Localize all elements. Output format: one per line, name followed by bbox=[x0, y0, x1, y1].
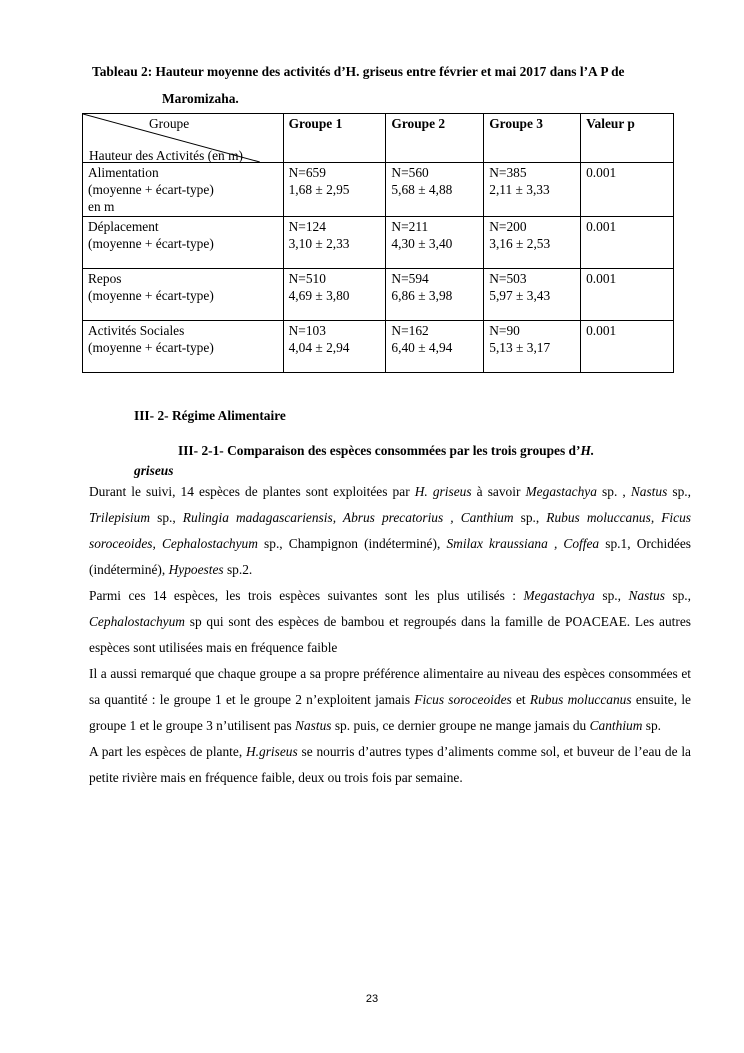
row-label: Activités Sociales bbox=[88, 323, 185, 338]
row-label-cell bbox=[83, 269, 284, 321]
row-label: Alimentation bbox=[88, 165, 159, 180]
subheading-species: H. bbox=[580, 443, 595, 458]
n-value: N=211 bbox=[391, 219, 429, 234]
cell-group-3 bbox=[484, 269, 581, 321]
cell-group-2 bbox=[386, 163, 484, 217]
row-sublabel: (moyenne + écart-type) bbox=[88, 340, 214, 355]
mean-sd: 1,68 ± 2,95 bbox=[288, 182, 350, 197]
body-text bbox=[89, 479, 691, 791]
col-header-group-1: Groupe 1 bbox=[283, 114, 386, 163]
mean-sd: 3,16 ± 2,53 bbox=[489, 236, 551, 251]
row-sublabel: (moyenne + écart-type) bbox=[88, 182, 214, 197]
page-number: 23 bbox=[365, 993, 379, 1005]
cell-group-3 bbox=[484, 321, 581, 373]
paragraph-species-list: Durant le suivi, 14 espèces de plantes sont exploitées par H. griseus à savoir Megastachya sp. , Nastus sp., Trilepisium sp., Rulingia madagascariensis, Abrus precatorius , Canthium sp., Rubus moluccanus, Ficus soroceoides, Cephalostachyum sp., Champignon (indéterminé), Smilax kraussiana , Coffea sp.1, Orchidées (indéterminé), Hypoestes sp.2. bbox=[89, 484, 691, 577]
n-value: N=200 bbox=[489, 219, 527, 234]
n-value: N=560 bbox=[391, 165, 429, 180]
mean-sd: 3,10 ± 2,33 bbox=[288, 236, 350, 251]
n-value: N=124 bbox=[288, 219, 326, 234]
row-label-cell bbox=[83, 321, 284, 373]
caption-line-2: Maromizaha. bbox=[162, 91, 239, 106]
corner-bottom-label: Hauteur des Activités (en m) bbox=[89, 148, 243, 163]
cell-group-2 bbox=[386, 269, 484, 321]
table-row bbox=[83, 163, 674, 217]
col-header-group-2: Groupe 2 bbox=[386, 114, 484, 163]
subsection-heading bbox=[134, 441, 694, 481]
cell-group-1 bbox=[283, 217, 386, 269]
col-header-group-3: Groupe 3 bbox=[484, 114, 581, 163]
table-header-row bbox=[83, 114, 674, 163]
cell-group-1 bbox=[283, 163, 386, 217]
row-label: Déplacement bbox=[88, 219, 159, 234]
cell-p-value: 0.001 bbox=[581, 321, 674, 373]
mean-sd: 5,97 ± 3,43 bbox=[489, 288, 551, 303]
mean-sd: 4,04 ± 2,94 bbox=[288, 340, 350, 355]
subheading-species-cont: griseus bbox=[134, 463, 174, 478]
col-header-p-value: Valeur p bbox=[581, 114, 674, 163]
section-heading: III- 2- Régime Alimentaire bbox=[134, 408, 286, 423]
table-row bbox=[83, 217, 674, 269]
n-value: N=103 bbox=[288, 323, 326, 338]
n-value: N=594 bbox=[391, 271, 429, 286]
paragraph-most-used: Parmi ces 14 espèces, les trois espèces suivantes sont les plus utilisés : Megastachya sp., Nastus sp., Cephalostachyum sp qui sont des espèces de bambou et regroupés dans la famille de POACEAE. Les autres espèces sont utilisées mais en fréquence faible bbox=[89, 588, 691, 655]
cell-group-1 bbox=[283, 269, 386, 321]
table-caption bbox=[92, 62, 625, 109]
cell-group-1 bbox=[283, 321, 386, 373]
subheading-text: III- 2-1- Comparaison des espèces consommées par les trois groupes d’ bbox=[178, 443, 581, 458]
row-label-cell bbox=[83, 217, 284, 269]
cell-p-value: 0.001 bbox=[581, 269, 674, 321]
activity-height-table bbox=[82, 113, 674, 373]
paragraph-group-preference: Il a aussi remarqué que chaque groupe a sa propre préférence alimentaire au niveau des espèces consommées et sa quantité : le groupe 1 et le groupe 2 n’exploitent jamais Ficus soroceoides et Rubus moluccanus ensuite, le groupe 1 et le groupe 3 n’utilisent pas Nastus sp. puis, ce dernier groupe ne mange jamais du Canthium sp. bbox=[89, 666, 691, 733]
mean-sd: 2,11 ± 3,33 bbox=[489, 182, 550, 197]
mean-sd: 6,40 ± 4,94 bbox=[391, 340, 453, 355]
paragraph-other-food: A part les espèces de plante, H.griseus se nourris d’autres types d’aliments comme sol, et buveur de l’eau de la petite rivière mais en fréquence faible, deux ou trois fois par semaine. bbox=[89, 744, 691, 785]
n-value: N=503 bbox=[489, 271, 527, 286]
n-value: N=90 bbox=[489, 323, 520, 338]
cell-group-3 bbox=[484, 163, 581, 217]
table-row bbox=[83, 269, 674, 321]
n-value: N=385 bbox=[489, 165, 527, 180]
mean-sd: 4,69 ± 3,80 bbox=[288, 288, 350, 303]
row-unit: en m bbox=[88, 199, 115, 214]
mean-sd: 5,13 ± 3,17 bbox=[489, 340, 551, 355]
n-value: N=162 bbox=[391, 323, 429, 338]
mean-sd: 5,68 ± 4,88 bbox=[391, 182, 453, 197]
row-label: Repos bbox=[88, 271, 122, 286]
n-value: N=510 bbox=[288, 271, 326, 286]
row-sublabel: (moyenne + écart-type) bbox=[88, 288, 214, 303]
n-value: N=659 bbox=[288, 165, 326, 180]
cell-group-2 bbox=[386, 217, 484, 269]
cell-p-value: 0.001 bbox=[581, 217, 674, 269]
row-label-cell bbox=[83, 163, 284, 217]
mean-sd: 6,86 ± 3,98 bbox=[391, 288, 453, 303]
cell-p-value: 0.001 bbox=[581, 163, 674, 217]
mean-sd: 4,30 ± 3,40 bbox=[391, 236, 453, 251]
table-row bbox=[83, 321, 674, 373]
caption-line-1: Tableau 2: Hauteur moyenne des activités d’H. griseus entre février et mai 2017 dans l’A P de bbox=[92, 64, 625, 79]
corner-cell bbox=[83, 114, 284, 163]
row-sublabel: (moyenne + écart-type) bbox=[88, 236, 214, 251]
cell-group-3 bbox=[484, 217, 581, 269]
cell-group-2 bbox=[386, 321, 484, 373]
corner-top-label: Groupe bbox=[149, 116, 190, 131]
